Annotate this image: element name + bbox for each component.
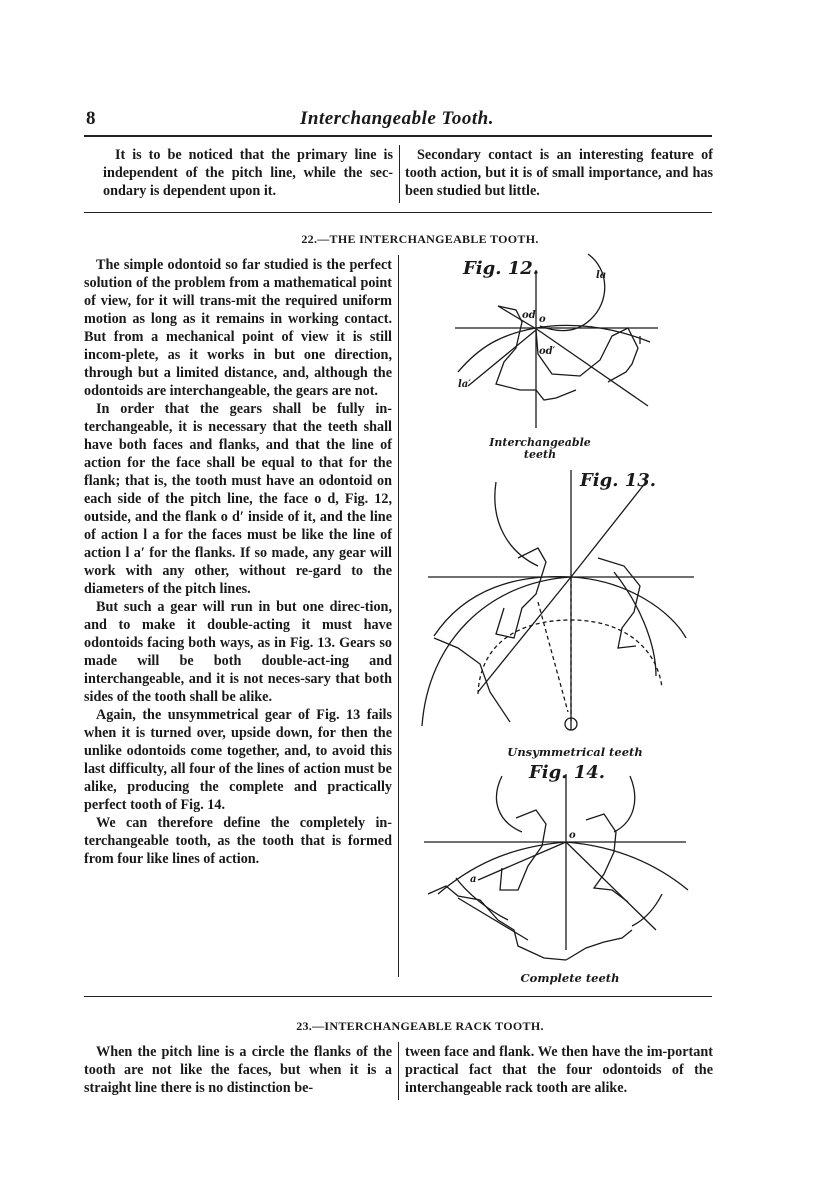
section-rule-2 <box>84 996 712 997</box>
fig-13-large-arc <box>422 577 571 726</box>
fig-12-diagram <box>440 250 680 440</box>
top-column-divider <box>399 145 400 203</box>
fig-12-label-la: la <box>596 270 607 281</box>
fig-13-line-of-action-top <box>571 482 646 577</box>
fig-12-face-arc <box>540 254 605 331</box>
section-23-column-divider <box>398 1042 399 1100</box>
fig-13-caption: Unsymmetrical teeth <box>507 745 643 759</box>
fig-12-caption-line-1: Interchangeable <box>489 436 591 449</box>
fig-13-dashed-diagonal <box>538 602 568 712</box>
fig-14-label-o: o <box>569 830 576 841</box>
fig-14-diagram <box>418 770 708 975</box>
fig-14-line-of-action-a <box>478 842 566 880</box>
fig-13-tooth-left <box>496 548 546 638</box>
fig-12-caption-line-2: teeth <box>523 448 557 461</box>
fig-13-line-of-action-bottom <box>478 577 571 692</box>
fig-13-diagram <box>418 462 708 744</box>
fig-12-label-la-prime: la′ <box>458 379 471 390</box>
paragraph-5: We can therefore define the completely in-terchangeable tooth, as the tooth that is formed from four like lines of action. <box>84 815 392 867</box>
paragraph-3: But such a gear will run in but one direc-tion, and to make it double-acting it must have odontoids facing both ways, as in Fig. 13. Gears so made will be both double-act-ing and interchangeable, and it is not neces-sary that both sides of the tooth shall be alike. <box>84 599 392 705</box>
fig-14-line-of-action-c <box>458 898 528 940</box>
fig-12-label-od: od <box>522 310 536 321</box>
header-rule <box>84 135 712 137</box>
section-23-right-paragraph: tween face and flank. We then have the im-portant practical fact that the four odontoids of the interchangeable rack tooth are alike. <box>405 1044 713 1096</box>
fig-13-title: Fig. 13. <box>580 470 657 491</box>
fig-14-caption: Complete teeth <box>520 971 620 985</box>
fig-12-title: Fig. 12. <box>463 258 540 279</box>
top-left-paragraph: It is to be noticed that the primary line is independent of the pitch line, while the sec-ondary is dependent upon it. <box>103 147 393 199</box>
fig-14-label-a: a <box>470 874 477 885</box>
fig-13-tooth-right <box>598 558 640 648</box>
section-22-body <box>84 256 392 868</box>
fig-14-title: Fig. 14. <box>529 762 606 783</box>
section-23-heading: 23.—INTERCHANGEABLE RACK TOOTH. <box>296 1019 544 1033</box>
fig-12-line-of-action-lower <box>538 330 648 406</box>
page-number: 8 <box>86 108 96 129</box>
fig-13-pitch-circle <box>434 577 686 638</box>
section-23-left-paragraph: When the pitch line is a circle the flanks of the tooth are not like the faces, but when it is a straight line there is no distinction be- <box>84 1044 392 1096</box>
fig-12-caption <box>470 437 610 461</box>
paragraph-2: In order that the gears shall be fully in-terchangeable, it is necessary that the teeth shall have both faces and flanks, and that the line of action for the face shall be equal to that for the flank; that is, the tooth must have an odontoid on each side of the pitch line, the face o d, Fig. 12, outside, and the flank o d′ inside of it, and the line of action l a for the faces must be like the line of action l a′ for the flanks. If so made, any gear will work with any other, without re-gard to the diameters of the pitch lines. <box>84 401 392 597</box>
running-title: Interchangeable Tooth. <box>300 108 494 129</box>
fig-12-label-o: o <box>539 314 546 325</box>
section-22-heading: 22.—THE INTERCHANGEABLE TOOTH. <box>301 232 539 246</box>
fig-13-outer-arc-left <box>495 482 538 566</box>
paragraph-4: Again, the unsymmetrical gear of Fig. 13 fails when it is turned over, upside down, for then the unlike odontoids come together, and, to avoid this last difficulty, all four of the lines of action must be alike, producing the complete and practically perfect tooth of Fig. 14. <box>84 707 392 813</box>
fig-14-outer-arc-right <box>614 776 635 832</box>
fig-14-lower-right <box>566 930 632 960</box>
fig-14-pitch-arc <box>438 842 688 894</box>
paragraph-1: The simple odontoid so far studied is the perfect solution of the problem from a mathematical point of view, for it will trans-mit the required uniform motion as long as it remains in working contact. But from a mechanical point of view it is still incom-plete, as it works in but one direction, through but a limited distance, and, although the odontoids are interchangeable, the gears are not. <box>84 257 392 399</box>
fig-14-lower-profile <box>428 886 566 960</box>
fig-14-line-of-action-b <box>566 842 656 930</box>
section-22-column-divider <box>398 255 399 977</box>
fig-12-label-od-prime: od′ <box>539 346 556 357</box>
section-rule-1 <box>84 212 712 213</box>
fig-14-outer-arc-left <box>496 776 522 832</box>
top-right-paragraph: Secondary contact is an interesting feature of tooth action, but it is of small importance, and has been studied but little. <box>405 147 713 199</box>
